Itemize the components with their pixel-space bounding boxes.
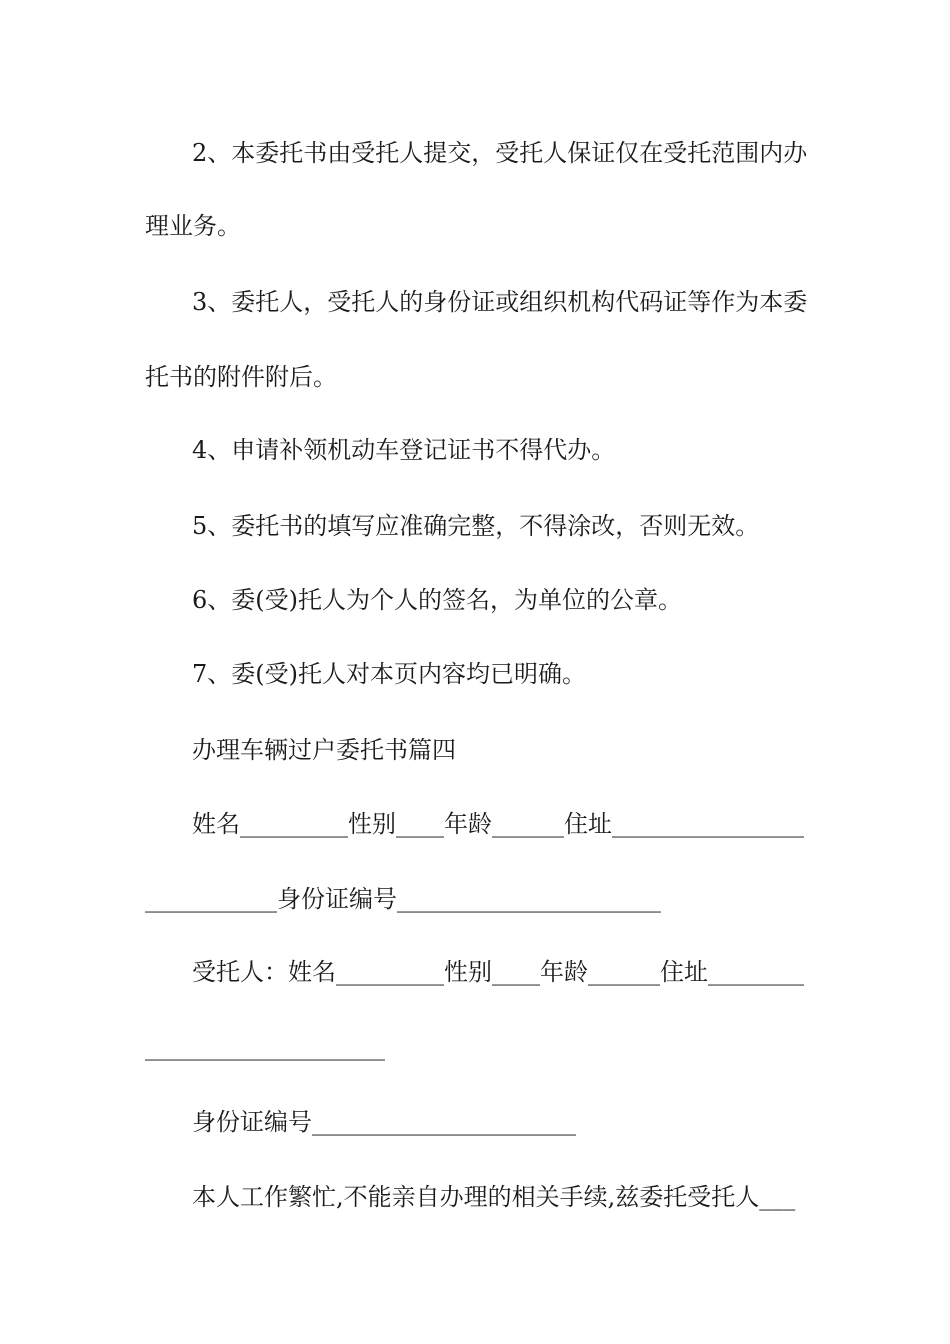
clause-4: 4、申请补领机动车登记证书不得代办。 <box>192 436 616 464</box>
agent-id-line: 身份证编号______________________ <box>192 1108 576 1136</box>
clause-7: 7、委(受)托人对本页内容均已明确。 <box>192 660 586 688</box>
principal-info-line-1: 姓名_________性别____年龄______住址________________ <box>192 810 804 838</box>
agent-info-line-1: 受托人：姓名_________性别____年龄______住址________ <box>192 958 804 986</box>
section-heading: 办理车辆过户委托书篇四 <box>192 736 456 764</box>
clause-3-line-2: 托书的附件附后。 <box>145 363 337 391</box>
clause-3-line-1: 3、委托人，受托人的身份证或组织机构代码证等作为本委 <box>192 288 808 316</box>
principal-info-line-2: ___________身份证编号______________________ <box>145 885 661 913</box>
agent-info-line-2: ____________________ <box>145 1033 385 1061</box>
clause-2-line-2: 理业务。 <box>145 212 241 240</box>
authorization-statement: 本人工作繁忙,不能亲自办理的相关手续,兹委托受托人___ <box>192 1183 796 1211</box>
clause-5: 5、委托书的填写应准确完整，不得涂改，否则无效。 <box>192 512 760 540</box>
clause-6: 6、委(受)托人为个人的签名，为单位的公章。 <box>192 586 682 614</box>
clause-2-line-1: 2、本委托书由受托人提交，受托人保证仅在受托范围内办 <box>192 139 808 167</box>
